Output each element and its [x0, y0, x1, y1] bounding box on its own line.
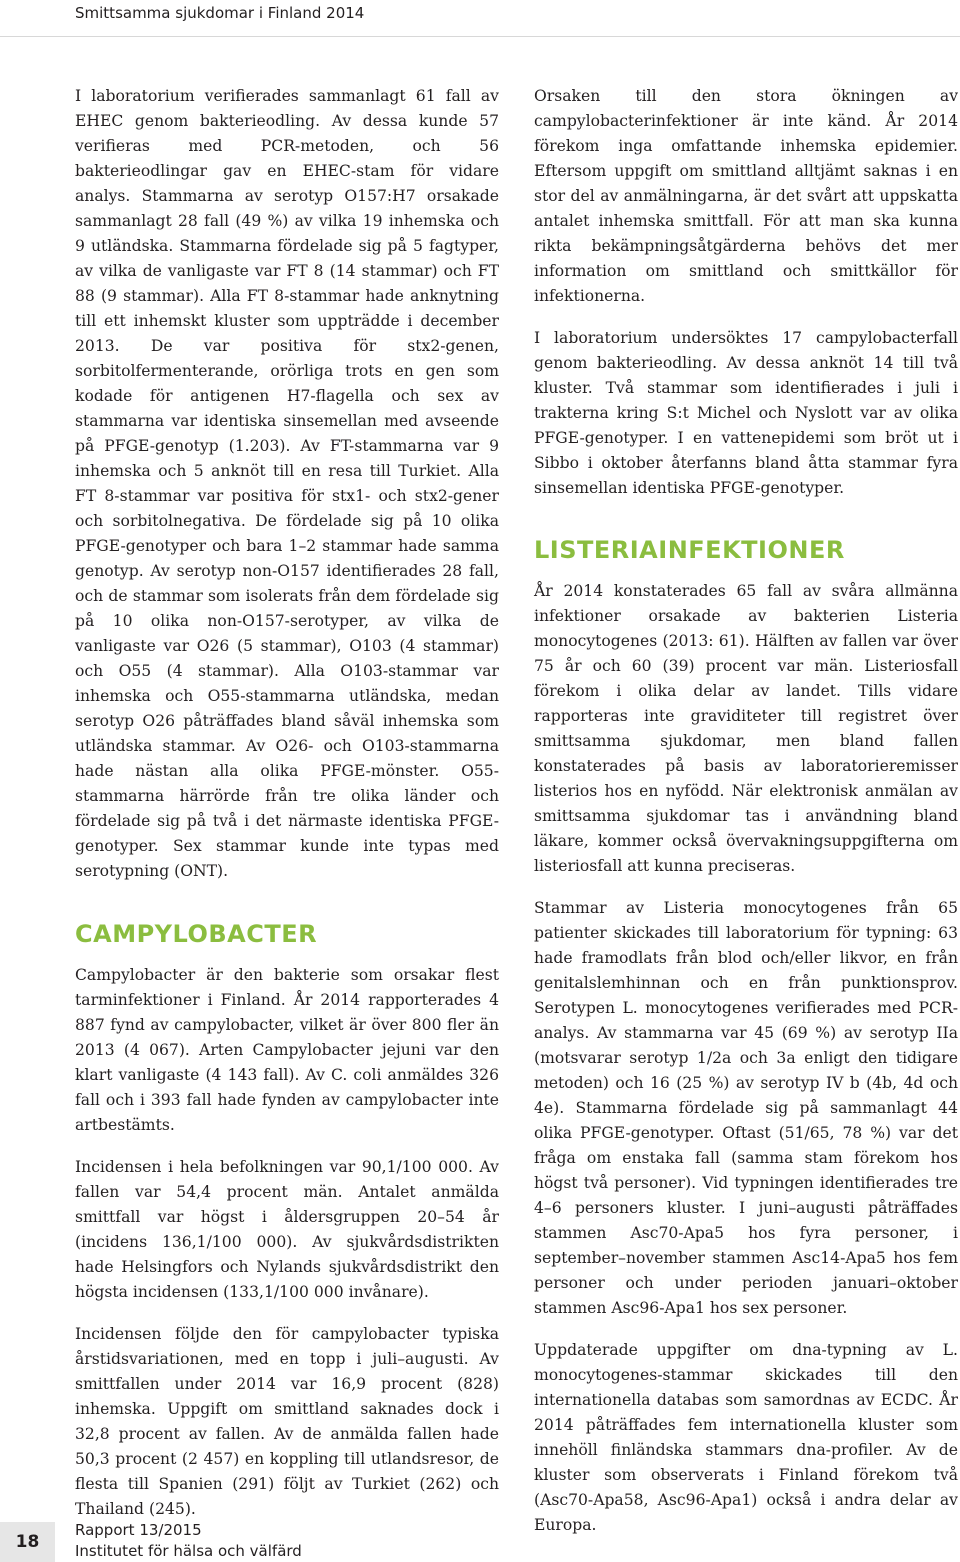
listeria-ecdc-paragraph: Uppdaterade uppgifter om dna-typning av L. monocytogenes-stammar skickades till den internationella databas som samordnas av ECDC. År 2014 påträffades fem internationella kluster som innehöll finländska stammars dna-profiler. Av de kluster som observerats i Finland förekom två (Asc70-Apa58, Asc96-Apa1) också i andra delar av Europa. [534, 1341, 958, 1534]
right-column [534, 84, 958, 1555]
page-number: 18 [0, 1522, 55, 1562]
listeria-intro-paragraph: År 2014 konstaterades 65 fall av svåra allmänna infektioner orsakade av bakterien Listeria monocytogenes (2013: 61). Hälften av fallen var över 75 år och 60 (39) procent var män. Listeriosfall förekom i olika delar av landet. Tills vidare rapporteras inte graviditeter till registret över smittsamma sjukdomar, men bland fallen konstaterades på basis av laboratorieremisser listerios hos en nyfödd. När elektronisk anmälan av smittsamma sjukdomar tas i användning bland läkare, kommer också övervakningsuppgifterna om listeriosfall att kunna preciseras. [534, 582, 958, 875]
footer [75, 1520, 302, 1562]
running-header: Smittsamma sjukdomar i Finland 2014 [75, 4, 365, 22]
left-column [75, 84, 499, 1539]
header-divider [0, 36, 960, 37]
seasonal-paragraph: Incidensen följde den för campylobacter typiska årstidsvariationen, med en topp i juli–augusti. Av smittfallen under 2014 var 16,9 procent (828) inhemska. Uppgift om smittland saknades dock i 32,8 procent av fallen. Av de anmälda fallen hade 50,3 procent (2 457) en koppling till utlandsresor, de flesta till Spanien (291) följt av Turkiet (262) och Thailand (245). [75, 1325, 499, 1518]
campylobacter-heading: CAMPYLOBACTER [75, 920, 318, 948]
campylobacter-lab-paragraph: I laboratorium undersöktes 17 campylobacterfall genom bakterieodling. Av dessa anknöt 14 till två kluster. Två stammar som identifierades i juli i trakterna kring S:t Michel och Nyslott var av olika PFGE-genotyper. I en vattenepidemi som bröt ut i Sibbo i oktober återfanns bland åtta stammar fyra sinsemellan identiska PFGE-genotyper. [534, 329, 958, 497]
listeria-typing-paragraph: Stammar av Listeria monocytogenes från 65 patienter skickades till laboratorium för typning: 63 hade framodlats från blod och/eller likvor, en från genitalslemhinnan och en från punktionsprov. Serotypen L. monocytogenes verifierades med PCR-analys. Av stammarna var 45 (69 %) av serotyp IIa (motsvarar serotyp 1/2a och 3a enligt den tidigare metoden) och 16 (25 %) av serotyp IV b (4b, 4d och 4e). Stammarna fördelade sig på sammanlagt 44 olika PFGE-genotyper. Oftast (51/65, 78 %) var det fråga om enstaka fall (samma stam förekom hos högst två personer). Vid typningen identifierades tre 4–6 personers kluster. I juni–augusti påträffades stammen Asc70-Apa5 hos fyra personer, i september–november stammen Asc14-Apa5 hos fem personer och under perioden januari–oktober stammen Asc96-Apa1 hos sex personer. [534, 899, 958, 1317]
listeria-heading: LISTERIAINFEKTIONER [534, 536, 845, 564]
institute-label: Institutet för hälsa och välfärd [75, 1542, 302, 1560]
incidence-paragraph: Incidensen i hela befolkningen var 90,1/100 000. Av fallen var 54,4 procent män. Antalet anmälda smittfall var högst i åldersgruppen 20–54 år (incidens 136,1/100 000). Av sjukvårdsdistrikten hade Helsingfors och Nylands sjukvårdsdistrikt den högsta incidensen (133,1/100 000 invånare). [75, 1158, 499, 1301]
campylobacter-cause-paragraph: Orsaken till den stora ökningen av campylobacterinfektioner är inte känd. År 2014 förekom inga omfattande inhemska epidemier. Eftersom uppgift om smittland alltjämt saknas i en stor del av anmälningarna, är det svårt att uppskatta antalet inhemska smittfall. För att man ska kunna rikta bekämpningsåtgärderna behövs det mer information om smittland och smittkällor för infektionerna. [534, 87, 958, 305]
ehec-paragraph: I laboratorium verifierades sammanlagt 61 fall av EHEC genom bakterieodling. Av dessa kunde 57 verifieras med PCR-metoden, och 56 bakterieodlingar gav en EHEC-stam för vidare analys. Stammarna av serotyp O157:H7 orsakade sammanlagt 28 fall (49 %) av vilka 19 inhemska och 9 utländska. Stammarna fördelade sig på 5 fagtyper, av vilka de vanligaste var FT 8 (14 stammar) och FT 88 (9 stammar). Alla FT 8-stammar hade anknytning till ett inhemskt kluster som uppträdde i december 2013. De var positiva för stx2-genen, sorbitolfermenterande, orörliga trots en gen som kodade för antigenen H7-flagella och sex av stammarna var identiska sinsemellan med avseende på PFGE-genotyp (1.203). Av FT-stammarna var 9 inhemska och 5 anknöt till en resa till Turkiet. Alla FT 8-stammar var positiva för stx1- och stx2-gener och sorbitolnegativa. De fördelade sig på 10 olika PFGE-genotyper och bara 1–2 stammar hade samma genotyp. Av serotyp non-O157 identifierades 28 fall, och de stammar som isolerats från dem fördelade sig på 10 olika non-O157-serotyper, av vilka de vanligaste var O26 (5 stammar), O103 (4 stammar) och O55 (4 stammar). Alla O103-stammar var inhemska och O55-stammarna utländska, medan serotyp O26 påträffades bland såväl inhemska som utländska stammar. Av O26- och O103-stammarna hade nästan alla olika PFGE-mönster. O55-stammarna härrörde från tre olika länder och fördelade sig på två i det närmaste identiska PFGE-genotyper. Sex stammar kunde inte typas med serotypning (ONT). [75, 87, 499, 880]
campylobacter-intro-paragraph: Campylobacter är den bakterie som orsakar flest tarminfektioner i Finland. År 2014 rapporterades 4 887 fynd av campylobacter, vilket är över 800 fler än 2013 (4 067). Arten Campylobacter jejuni var den klart vanligaste (4 143 fall). Av C. coli anmäldes 326 fall och i 393 fall hade fynden av campylobacter inte artbestämts. [75, 966, 499, 1134]
report-label: Rapport 13/2015 [75, 1521, 202, 1539]
